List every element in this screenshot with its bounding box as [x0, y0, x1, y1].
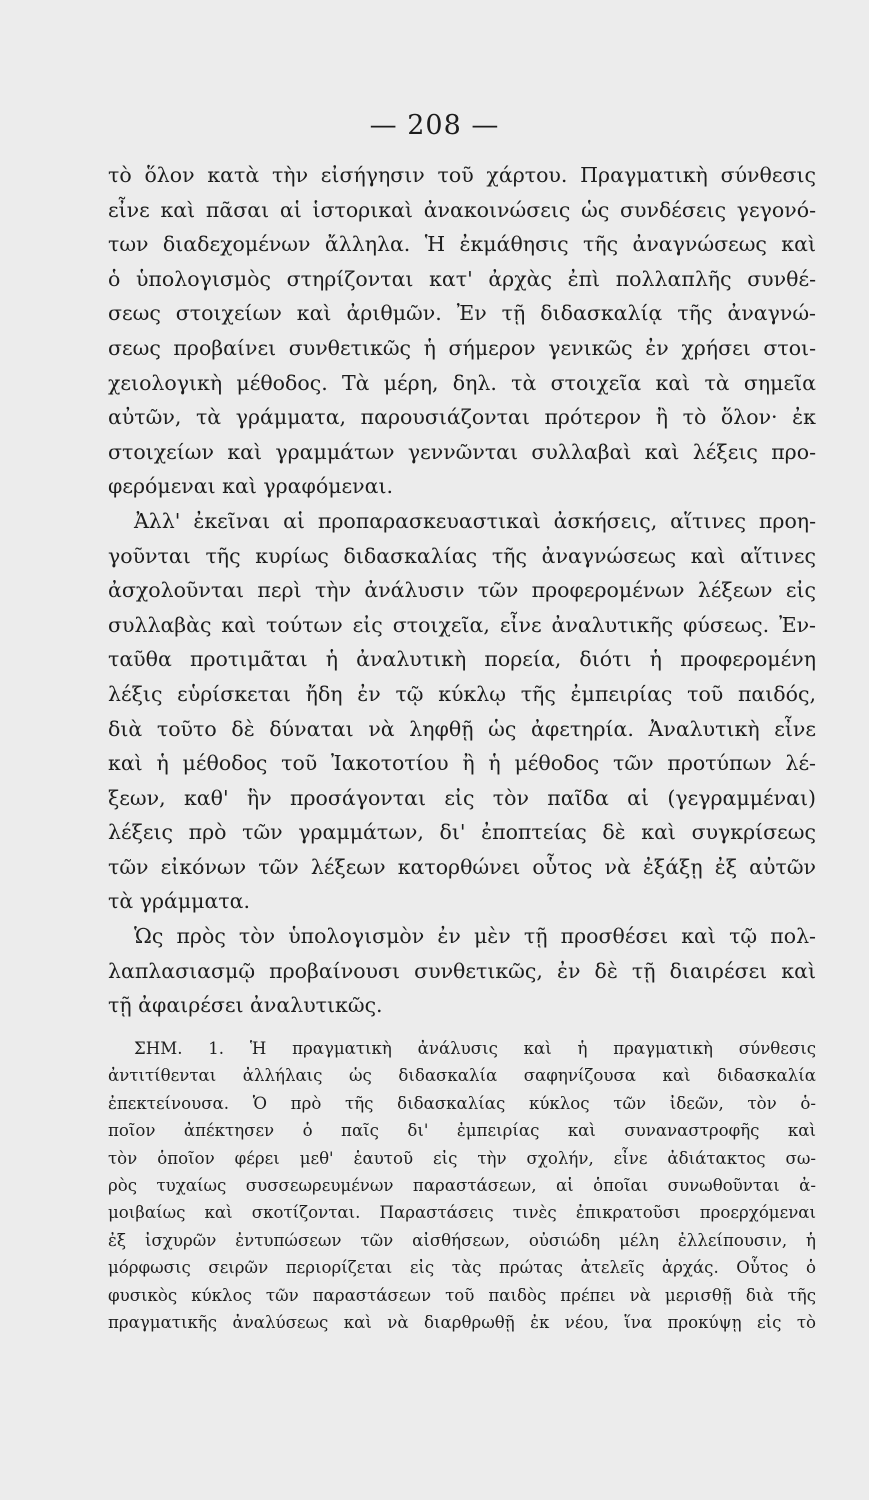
- text-line: χειολογικὴ μέθοδος. Τὰ μέρη, δηλ. τὰ στοιχεῖα καὶ τὰ σημεῖα: [108, 370, 816, 395]
- text-line: λαπλασιασμῷ προβαίνουσι συνθετικῶς, ἐν δὲ τῇ διαιρέσει καὶ: [108, 958, 816, 983]
- text-line: των διαδεχομένων ἄλληλα. Ἡ ἐκμάθησις τῆς ἀναγνώσεως καὶ: [108, 232, 816, 257]
- text-line: ταῦθα προτιμᾶται ἡ ἀναλυτικὴ πορεία, διότι ἡ προφερομένη: [108, 647, 816, 672]
- text-line: τὸ ὅλον κατὰ τὴν εἰσήγησιν τοῦ χάρτου. Πραγματικὴ σύνθεσις: [108, 163, 816, 187]
- text-line: τῇ ἀφαιρέσει ἀναλυτικῶς.: [108, 993, 383, 1018]
- text-line: τῶν εἰκόνων τῶν λέξεων κατορθώνει οὗτος νὰ ἐξάξῃ ἐξ αὐτῶν: [108, 854, 816, 879]
- page-number: — 208 —: [369, 110, 500, 141]
- text-line: λέξεις πρὸ τῶν γραμμάτων, δι' ἐποπτείας δὲ καὶ συγκρίσεως: [108, 820, 816, 845]
- note-line: μόρφωσις σειρῶν περιορίζεται εἰς τὰς πρώτας ἀτελεῖς ἀρχάς. Οὗτος ὁ: [108, 1258, 816, 1278]
- text-line: στοιχείων καὶ γραμμάτων γεννῶνται συλλαβαὶ καὶ λέξεις προ-: [108, 439, 816, 464]
- footnote: [108, 1035, 816, 1336]
- note-line: ΣΗΜ. 1. Ἡ πραγματικὴ ἀνάλυσις καὶ ἡ πραγματικὴ σύνθεσις: [134, 1039, 816, 1058]
- text-line: διὰ τοῦτο δὲ δύναται νὰ ληφθῇ ὡς ἀφετηρία. Ἀναλυτικὴ εἶνε: [108, 716, 816, 741]
- text-line: λέξις εὑρίσκεται ἤδη ἐν τῷ κύκλῳ τῆς ἐμπειρίας τοῦ παιδός,: [108, 681, 816, 706]
- paragraph-3: [108, 919, 816, 1023]
- text-line: φερόμεναι καὶ γραφόμεναι.: [108, 474, 394, 499]
- text-line: Ὡς πρὸς τὸν ὑπολογισμὸν ἐν μὲν τῇ προσθέσει καὶ τῷ πολ-: [134, 924, 816, 949]
- note-line: ποῖον ἀπέκτησεν ὁ παῖς δι' ἐμπειρίας καὶ συναναστροφῆς καὶ: [108, 1121, 816, 1141]
- text-line: ἀσχολοῦνται περὶ τὴν ἀνάλυσιν τῶν προφερομένων λέξεων εἰς: [108, 578, 816, 603]
- note-line: φυσικὸς κύκλος τῶν παραστάσεων τοῦ παιδὸς πρέπει νὰ μερισθῇ διὰ τῆς: [108, 1285, 816, 1305]
- text-line: Ἀλλ' ἐκεῖναι αἱ προπαρασκευαστικαὶ ἀσκήσεις, αἵτινες προη-: [134, 508, 816, 533]
- text-line: τὰ γράμματα.: [108, 889, 251, 914]
- text-line: ὁ ὑπολογισμὸς στηρίζονται κατ' ἀρχὰς ἐπὶ πολλαπλῆς συνθέ-: [108, 266, 816, 291]
- text-line: αὐτῶν, τὰ γράμματα, παρουσιάζονται πρότερον ἢ τὸ ὅλον· ἐκ: [108, 405, 816, 430]
- note-line: ρὸς τυχαίως συσσεωρευμένων παραστάσεων, αἱ ὁποῖαι συνωθοῦνται ἀ-: [108, 1175, 816, 1195]
- paragraph-2: [108, 504, 816, 919]
- text-line: ξεων, καθ' ἣν προσάγονται εἰς τὸν παῖδα αἱ (γεγραμμέναι): [108, 785, 816, 810]
- main-text: [108, 158, 816, 1023]
- text-line: σεως στοιχείων καὶ ἀριθμῶν. Ἐν τῇ διδασκαλίᾳ τῆς ἀναγνώ-: [108, 301, 816, 326]
- note-line: τὸν ὁποῖον φέρει μεθ' ἑαυτοῦ εἰς τὴν σχολήν, εἶνε ἀδιάτακτος σω-: [108, 1148, 816, 1168]
- paragraph-1: [108, 158, 816, 504]
- note-line: ἀντιτίθενται ἀλλήλαις ὡς διδασκαλία σαφηνίζουσα καὶ διδασκαλία: [108, 1066, 816, 1086]
- note-line: ἐπεκτείνουσα. Ὁ πρὸ τῆς διδασκαλίας κύκλος τῶν ἰδεῶν, τὸν ὁ-: [108, 1093, 816, 1113]
- note-line: ἐξ ἰσχυρῶν ἐντυπώσεων τῶν αἰσθήσεων, οὐσιώδη μέλη ἐλλείπουσιν, ἡ: [108, 1230, 816, 1250]
- text-line: γοῦνται τῆς κυρίως διδασκαλίας τῆς ἀναγνώσεως καὶ αἵτινες: [108, 543, 816, 568]
- text-line: σεως προβαίνει συνθετικῶς ἡ σήμερον γενικῶς ἐν χρήσει στοι-: [108, 335, 816, 360]
- text-line: εἶνε καὶ πᾶσαι αἱ ἱστορικαὶ ἀνακοινώσεις ὡς συνδέσεις γεγονό-: [108, 197, 816, 222]
- text-line: συλλαβὰς καὶ τούτων εἰς στοιχεῖα, εἶνε ἀναλυτικῆς φύσεως. Ἐν-: [108, 612, 816, 637]
- note-line: μοιβαίως καὶ σκοτίζονται. Παραστάσεις τινὲς ἐπικρατοῦσι προερχόμεναι: [108, 1203, 816, 1223]
- note-line: πραγματικῆς ἀναλύσεως καὶ νὰ διαρθρωθῇ ἐκ νέου, ἵνα προκύψῃ εἰς τὸ: [108, 1312, 816, 1332]
- text-line: καὶ ἡ μέθοδος τοῦ Ἰακοτοτίου ἢ ἡ μέθοδος τῶν προτύπων λέ-: [108, 751, 816, 776]
